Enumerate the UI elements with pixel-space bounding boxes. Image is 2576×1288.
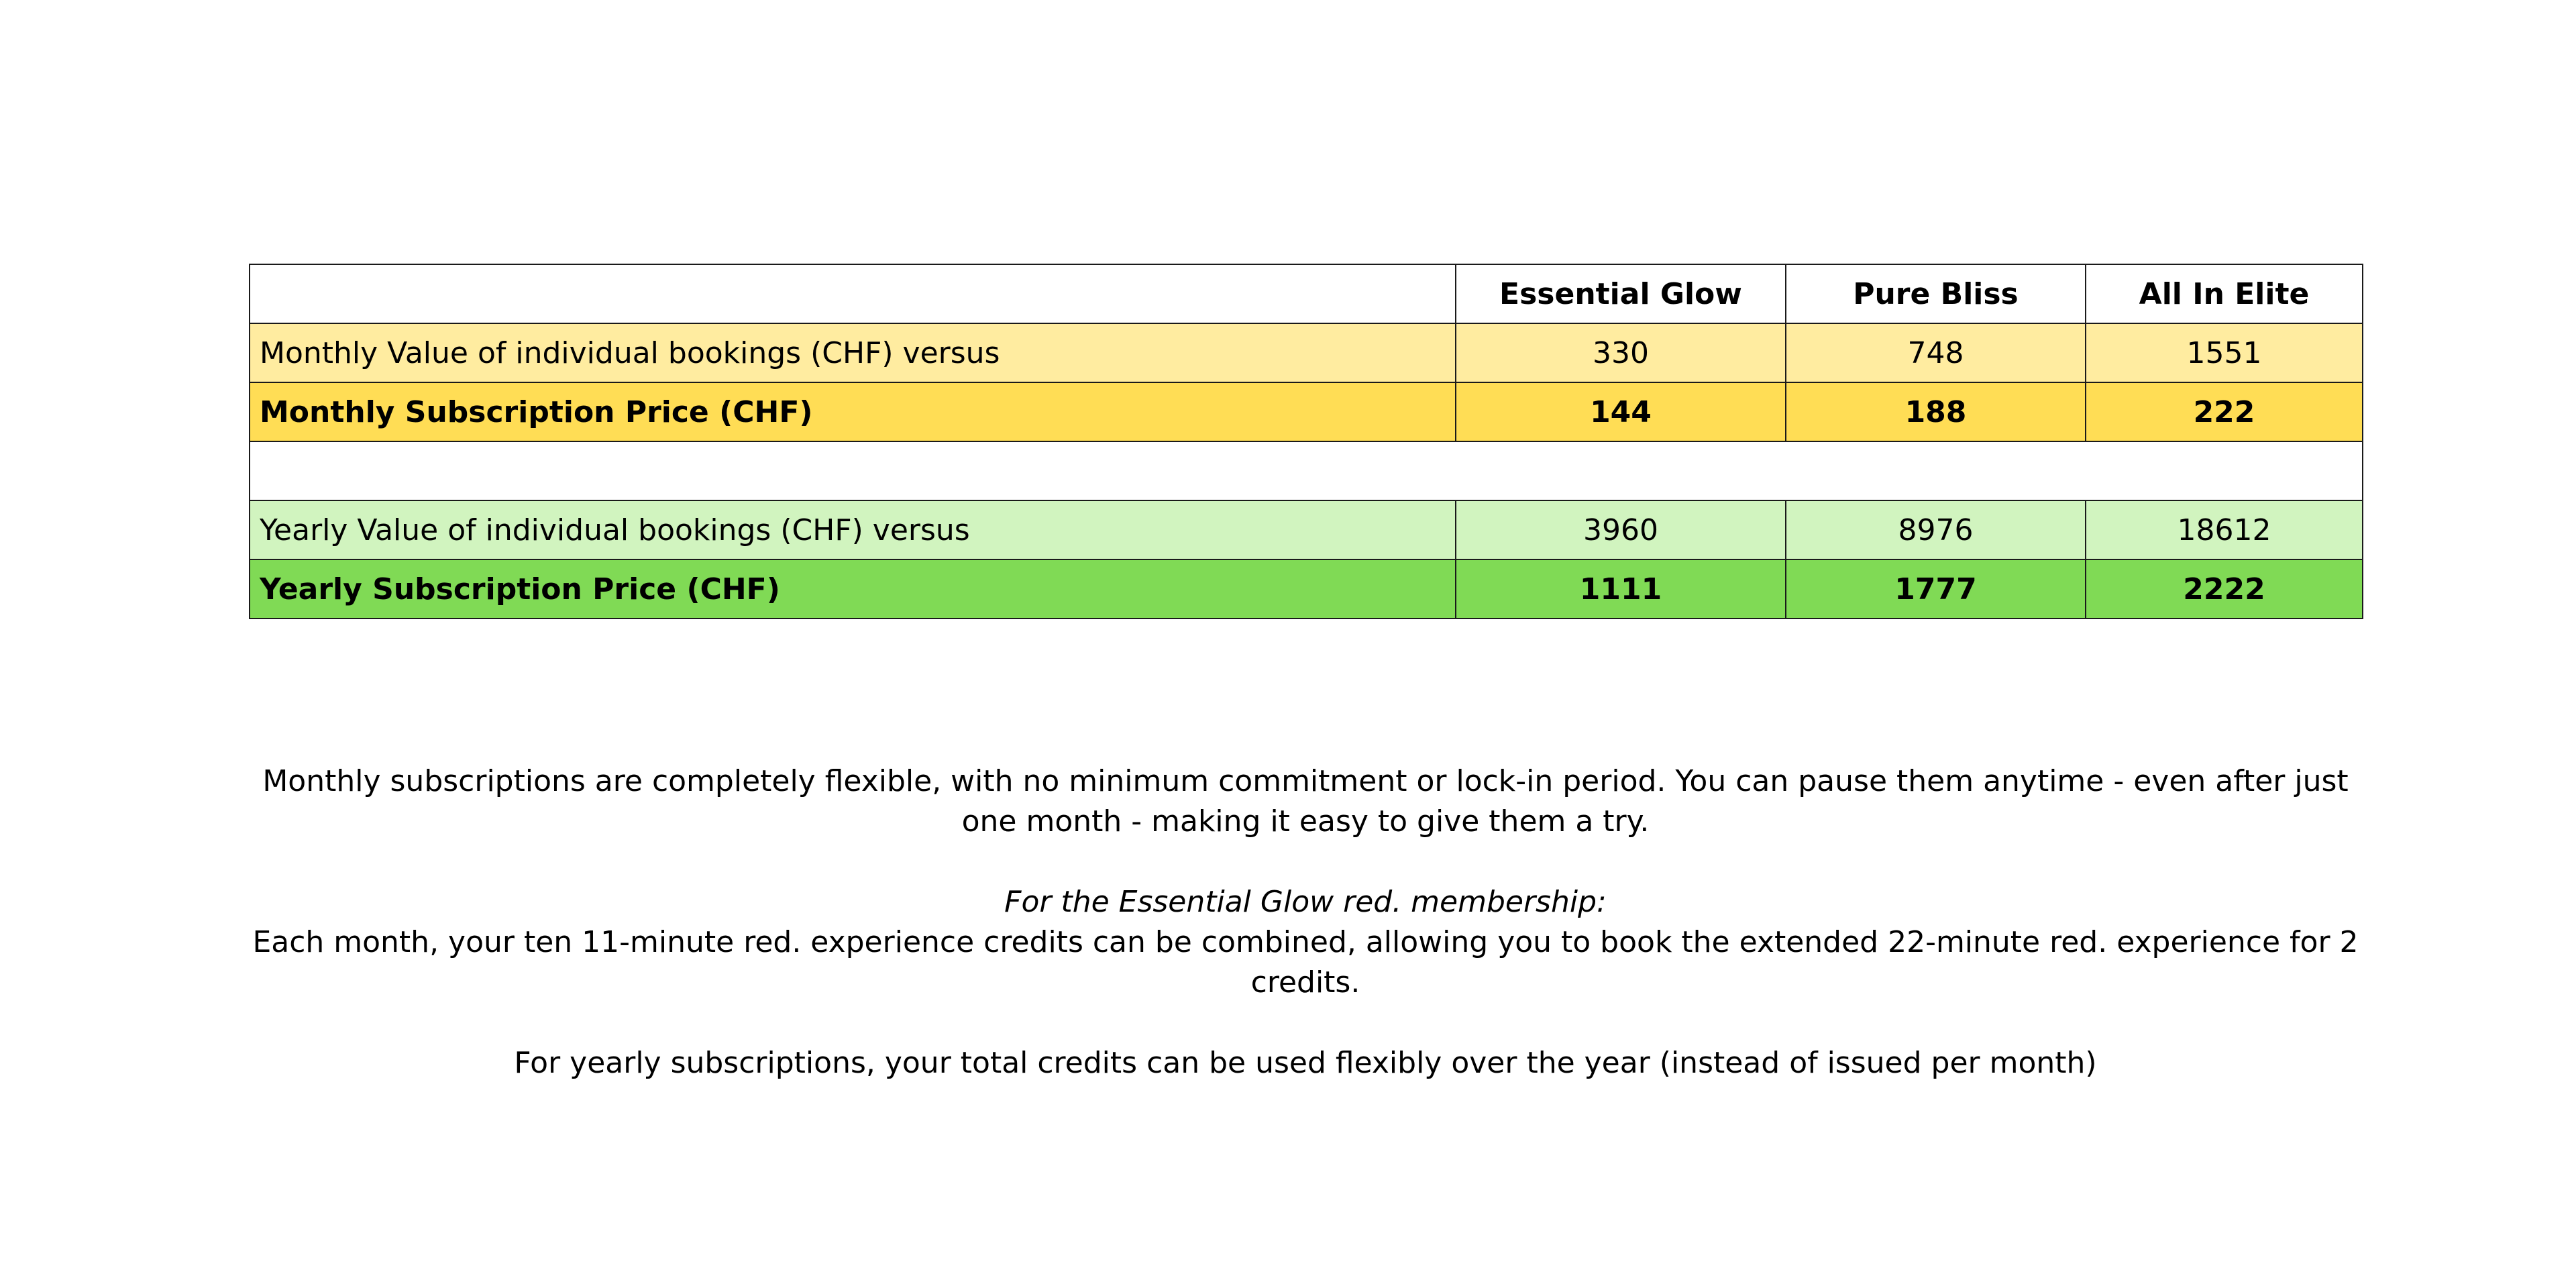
cell-pure-bliss: 8976 bbox=[1786, 500, 2086, 559]
essential-glow-heading: For the Essential Glow red. membership: bbox=[1004, 885, 1607, 919]
header-empty-cell bbox=[250, 264, 1456, 323]
spacer-cell bbox=[250, 441, 2363, 500]
table-row-monthly-value bbox=[250, 323, 2363, 382]
header-pure-bliss: Pure Bliss bbox=[1786, 264, 2086, 323]
table-row-yearly-price bbox=[250, 559, 2363, 619]
essential-glow-detail: Each month, your ten 11-minute red. experience credits can be combined, allowing you to book the extended 22-minute red. experience for 2 credits. bbox=[252, 925, 2359, 1000]
flexibility-note: Monthly subscriptions are completely flexible, with no minimum commitment or lock-in period. You can pause them anytime - even after just one month - making it easy to give them a try. bbox=[262, 764, 2349, 839]
table-row-monthly-price bbox=[250, 382, 2363, 441]
cell-essential-glow: 3960 bbox=[1456, 500, 1786, 559]
cell-essential-glow: 144 bbox=[1456, 382, 1786, 441]
table-row-yearly-value bbox=[250, 500, 2363, 559]
cell-pure-bliss: 188 bbox=[1786, 382, 2086, 441]
row-label: Monthly Subscription Price (CHF) bbox=[250, 382, 1456, 441]
cell-essential-glow: 1111 bbox=[1456, 559, 1786, 619]
notes-gap bbox=[249, 1003, 2362, 1043]
notes-gap bbox=[249, 842, 2362, 882]
cell-all-in-elite: 18612 bbox=[2086, 500, 2363, 559]
cell-all-in-elite: 222 bbox=[2086, 382, 2363, 441]
row-label: Yearly Subscription Price (CHF) bbox=[250, 559, 1456, 619]
row-label: Monthly Value of individual bookings (CHF) versus bbox=[250, 323, 1456, 382]
table-row-spacer bbox=[250, 441, 2363, 500]
notes-section bbox=[249, 761, 2362, 1083]
header-essential-glow: Essential Glow bbox=[1456, 264, 1786, 323]
cell-essential-glow: 330 bbox=[1456, 323, 1786, 382]
pricing-table bbox=[249, 264, 2363, 619]
cell-pure-bliss: 748 bbox=[1786, 323, 2086, 382]
header-all-in-elite: All In Elite bbox=[2086, 264, 2363, 323]
row-label: Yearly Value of individual bookings (CHF) versus bbox=[250, 500, 1456, 559]
cell-pure-bliss: 1777 bbox=[1786, 559, 2086, 619]
table-header-row bbox=[250, 264, 2363, 323]
yearly-note: For yearly subscriptions, your total credits can be used flexibly over the year (instead of issued per month) bbox=[514, 1046, 2097, 1080]
cell-all-in-elite: 1551 bbox=[2086, 323, 2363, 382]
cell-all-in-elite: 2222 bbox=[2086, 559, 2363, 619]
